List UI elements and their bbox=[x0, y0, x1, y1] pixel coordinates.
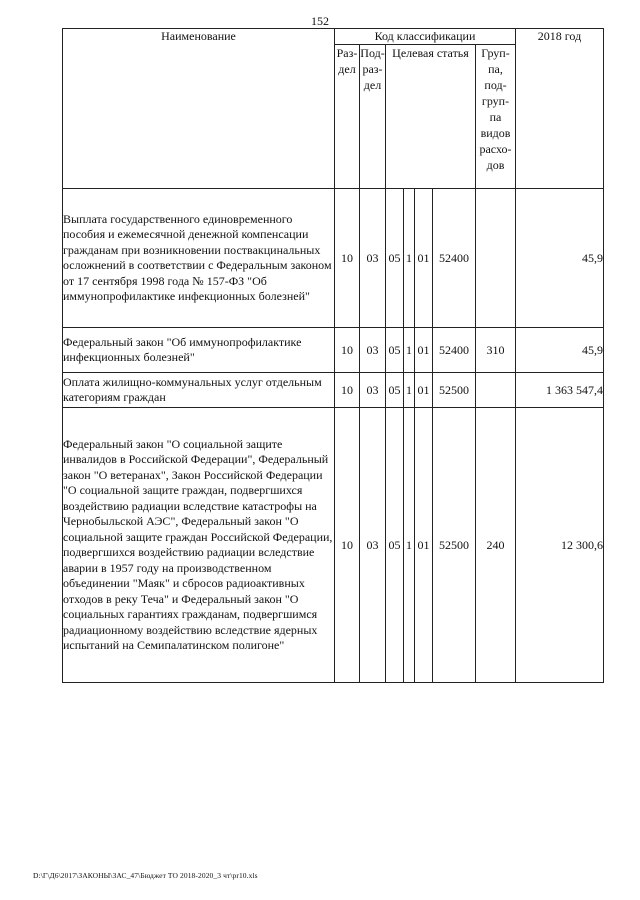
header-subsection: Под- раз- дел bbox=[360, 45, 386, 189]
row-cs-event: 01 bbox=[415, 373, 433, 408]
row-cs-program: 05 bbox=[386, 373, 404, 408]
row-razdel: 10 bbox=[335, 328, 360, 373]
row-cs-event: 01 bbox=[415, 189, 433, 328]
row-cs-subprogram: 1 bbox=[404, 373, 415, 408]
row-name: Выплата государственного единовременного пособия и ежемесячной денежной компенсации гражданам при возникновении поствакцинальных осложнений в соответствии с Федеральным законом от 17 сентября 1998 года № 157-ФЗ "Об иммунопрофилактике инфекционных болезней" bbox=[63, 189, 335, 328]
row-amount: 45,9 bbox=[516, 189, 604, 328]
row-name: Федеральный закон "О социальной защите инвалидов в Российской Федерации", Федеральный закон "О ветеранах", Закон Российской Федерации "О социальной защите граждан, подвергшихся воздействию радиации вследствие катастрофы на Чернобыльской АЭС", Федеральный закон "О социальной защите граждан Российской Федерации, подвергшихся воздействию радиации вследствие аварии в 1957 году на производственном объединении "Маяк" и сбросов радиоактивных отходов в реку Теча" и Федеральный закон "О социальных гарантиях гражданам, подвергшимся радиационному воздействию вследствие ядерных испытаний на Семипалатинском полигоне" bbox=[63, 408, 335, 683]
table-row bbox=[63, 408, 604, 683]
row-cs-subprogram: 1 bbox=[404, 328, 415, 373]
row-cs-program: 05 bbox=[386, 408, 404, 683]
header-target-article: Целевая статья bbox=[386, 45, 476, 189]
row-podrazdel: 03 bbox=[360, 328, 386, 373]
row-cs-program: 05 bbox=[386, 328, 404, 373]
row-name: Федеральный закон "Об иммунопрофилактике инфекционных болезней" bbox=[63, 328, 335, 373]
file-path-footer: D:\Г\Д6\2017\ЗАКОНЫ\ЗАС_47\Бюджет ТО 2018-2020_3 чт\pr10.xls bbox=[33, 871, 258, 880]
row-razdel: 10 bbox=[335, 373, 360, 408]
row-expense-group: 310 bbox=[476, 328, 516, 373]
row-cs-direction: 52500 bbox=[433, 373, 476, 408]
row-name: Оплата жилищно-коммунальных услуг отдельным категориям граждан bbox=[63, 373, 335, 408]
row-cs-direction: 52500 bbox=[433, 408, 476, 683]
budget-table bbox=[62, 28, 604, 683]
row-cs-direction: 52400 bbox=[433, 328, 476, 373]
table-row bbox=[63, 328, 604, 373]
row-cs-event: 01 bbox=[415, 408, 433, 683]
table-row bbox=[63, 189, 604, 328]
row-expense-group bbox=[476, 189, 516, 328]
row-podrazdel: 03 bbox=[360, 408, 386, 683]
row-cs-program: 05 bbox=[386, 189, 404, 328]
header-expense-group: Груп- па, под- груп- па видов расхо- дов bbox=[476, 45, 516, 189]
table-row bbox=[63, 373, 604, 408]
row-cs-subprogram: 1 bbox=[404, 189, 415, 328]
row-cs-subprogram: 1 bbox=[404, 408, 415, 683]
row-razdel: 10 bbox=[335, 189, 360, 328]
row-podrazdel: 03 bbox=[360, 189, 386, 328]
header-section: Раз- дел bbox=[335, 45, 360, 189]
row-amount: 1 363 547,4 bbox=[516, 373, 604, 408]
row-podrazdel: 03 bbox=[360, 373, 386, 408]
header-year: 2018 год bbox=[516, 29, 604, 189]
header-name: Наименование bbox=[63, 29, 335, 189]
page-number: 152 bbox=[311, 14, 329, 28]
row-cs-direction: 52400 bbox=[433, 189, 476, 328]
row-expense-group: 240 bbox=[476, 408, 516, 683]
row-expense-group bbox=[476, 373, 516, 408]
row-amount: 12 300,6 bbox=[516, 408, 604, 683]
row-razdel: 10 bbox=[335, 408, 360, 683]
header-classification-code: Код классификации bbox=[335, 29, 516, 45]
row-cs-event: 01 bbox=[415, 328, 433, 373]
row-amount: 45,9 bbox=[516, 328, 604, 373]
